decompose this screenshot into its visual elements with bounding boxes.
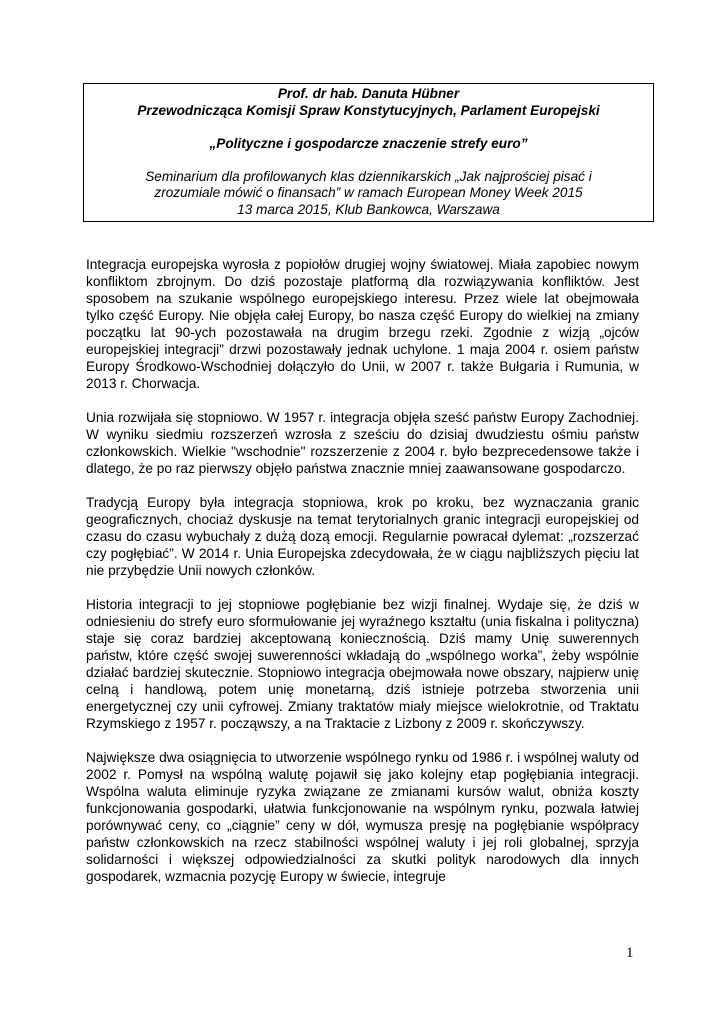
author-role: Przewodnicząca Komisji Spraw Konstytucyjnych, Parlament Europejski (137, 102, 600, 118)
paragraph-4: Historia integracji to jej stopniowe pogłębianie bez wizji finalnej. Wydaje się, że dziś w odniesieniu do strefy euro sformułowanie jej wyraźnego kształtu (unia fiskalna i polityczna) staje się coraz bardziej akceptowaną koniecznością. Dziś mamy Unię suwerennych państw, które część swojej suwerenności wkładają do „wspólnego worka”, żeby wspólnie działać bardziej skutecznie. Stopniowo integracja obejmowała nowe obszary, najpierw unię celną i handlową, potem unię monetarną, dziś istnieje potrzeba stworzenia unii energetycznej czy unii cyfrowej. Zmiany traktatów miały miejsce wielokrotnie, od Traktatu Rzymskiego z 1957 r. począwszy, a na Traktacie z Lizbony z 2009 r. skończywszy. (86, 597, 639, 731)
body-text (86, 256, 639, 902)
seminar-line-3: 13 marca 2015, Klub Bankowca, Warszawa (237, 201, 500, 217)
header-spacer (84, 152, 653, 169)
paragraph-5: Największe dwa osiągnięcia to utworzenie wspólnego rynku od 1986 r. i wspólnej waluty od 2002 r. Pomysł na wspólną walutę pojawił się jako kolejny etap pogłębiania integracji. Wspólna waluta eliminuje ryzyka związane ze zmianami kursów walut, obniża koszty funkcjonowania gospodarki, ułatwia funkcjonowanie na wspólnym rynku, pozwala łatwiej porównywać ceny, co „ciągnie” ceny w dół, wymusza presję na pogłębianie współpracy państw członkowskich na rzecz stabilności wspólnej waluty i jej roli globalnej, sprzyja solidarności i większej odpowiedzialności za skutki polityk narodowych dla innych gospodarek, wzmacnia pozycję Europy w świecie, integruje (86, 750, 639, 884)
paragraph-2: Unia rozwijała się stopniowo. W 1957 r. integracja objęła sześć państw Europy Zachodniej. W wyniku siedmiu rozszerzeń wzrosła z sześciu do dzisiaj dwudziestu ośmiu państw członkowskich. Wielkie "wschodnie" rozszerzenie z 2004 r. było bezprecedensowe także i dlatego, że po raz pierwszy objęło państwa znacznie mniej zaawansowane gospodarczo. (86, 410, 639, 476)
seminar-line-1: Seminarium dla profilowanych klas dziennikarskich „Jak najprościej pisać i (145, 168, 592, 184)
header-box (83, 83, 654, 222)
header-spacer (84, 119, 653, 136)
seminar-line-2: zrozumiale mówić o finansach” w ramach European Money Week 2015 (154, 185, 583, 200)
paragraph-1: Integracja europejska wyrosła z popiołów drugiej wojny światowej. Miała zapobiec nowym konfliktom zbrojnym. Do dziś pozostaje platformą dla rozwiązywania konfliktów. Jest sposobem na szukanie wspólnego europejskiego interesu. Przez wiele lat obejmowała tylko część Europy. Nie objęła całej Europy, bo nasza część Europy do wielkiej na zmiany początku lat 90-ych pozostawała na drugim brzegu rzeki. Zgodnie z wizją „ojców europejskiej integracji” drzwi pozostawały jednak uchylone. 1 maja 2004 r. osiem państw Europy Środkowo-Wschodniej dołączyło do Unii, w 2007 r. także Bułgaria i Rumunia, w 2013 r. Chorwacja. (86, 257, 639, 391)
page-number: 1 (626, 945, 634, 961)
author-name: Prof. dr hab. Danuta Hübner (277, 86, 460, 101)
paragraph-3: Tradycją Europy była integracja stopniowa, krok po kroku, bez wyznaczania granic geograficznych, chociaż dyskusje na temat terytorialnych granic integracji europejskiej od czasu do czasu wybuchały z dużą dozą emocji. Regularnie powracał dylemat: „rozszerzać czy pogłębiać”. W 2014 r. Unia Europejska zdecydowała, że w ciągu najbliższych pięciu lat nie przybędzie Unii nowych członków. (86, 495, 639, 578)
lecture-title: „Polityczne i gospodarcze znaczenie strefy euro” (209, 135, 528, 151)
